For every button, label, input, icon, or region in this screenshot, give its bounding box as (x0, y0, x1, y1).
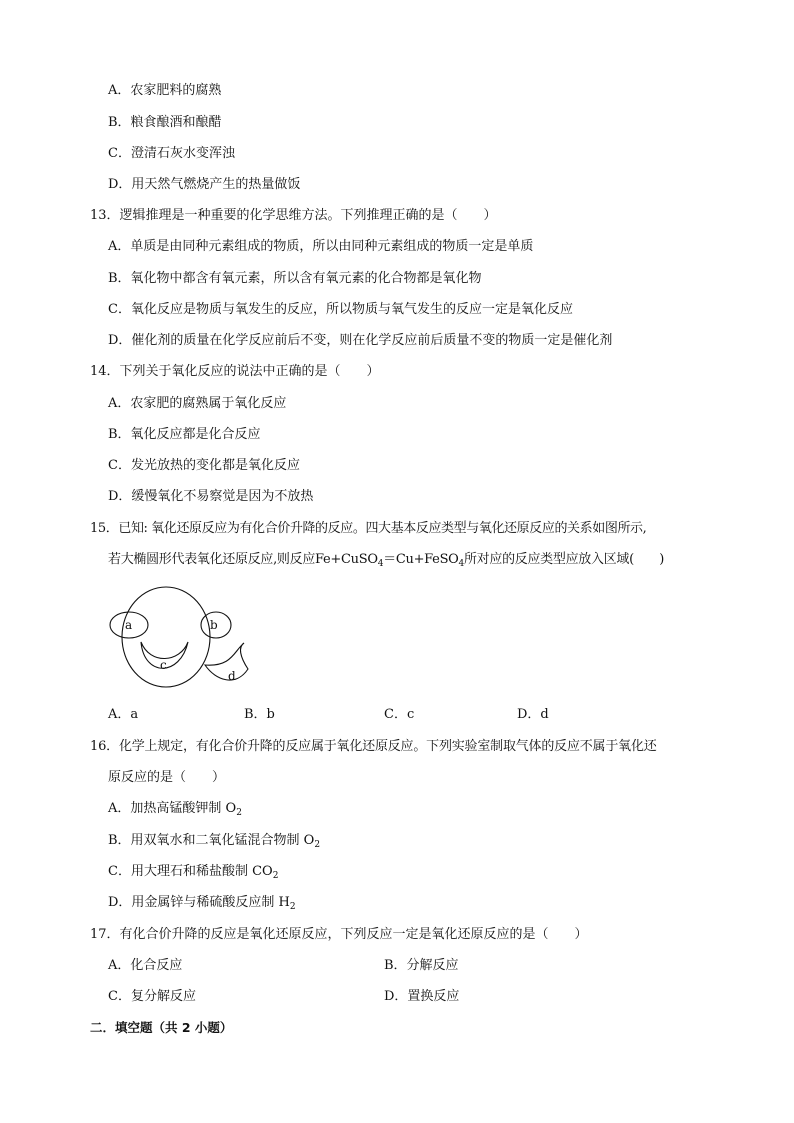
q16-stem-line1: 16．化学上规定，有化合价升降的反应属于氧化还原反应。下列实验室制取气体的反应不属于氧化还 (90, 739, 657, 754)
reaction-type-diagram (108, 585, 258, 700)
q12-option-c: C．澄清石灰水变浑浊 (108, 146, 235, 161)
q12-option-a: A．农家肥料的腐熟 (108, 83, 222, 98)
q14-option-a: A．农家肥的腐熟属于氧化反应 (108, 396, 287, 411)
q16-stem-line2: 原反应的是（ ） (108, 770, 226, 785)
q15-option-c: C．c (384, 707, 415, 722)
q14-option-c: C．发光放热的变化都是氧化反应 (108, 458, 300, 473)
q16-option-d: D．用金属锌与稀硫酸反应制 $H_2$ (108, 895, 296, 912)
q13-option-b: B．氧化物中都含有氧元素，所以含有氧元素的化合物都是氧化物 (108, 271, 482, 286)
q17-option-c: C．复分解反应 (108, 989, 196, 1004)
q17-option-b: B．分解反应 (384, 958, 459, 973)
q14-option-b: B．氧化反应都是化合反应 (108, 427, 261, 442)
q15-option-b: B．b (244, 707, 275, 722)
q15-stem-line1: 15．已知: 氧化还原反应为有化合价升降的反应。四大基本反应类型与氧化还原反应的关系如图所示, (90, 521, 647, 536)
label-a: a (125, 618, 133, 632)
q12-option-b: B．粮食酿酒和酿醋 (108, 115, 222, 130)
q12-option-d: D．用天然气燃烧产生的热量做饭 (108, 177, 301, 192)
q15-option-a: A．a (108, 707, 139, 722)
q16-option-b: B．用双氧水和二氧化锰混合物制 $O_2$ (108, 833, 321, 850)
section-heading-fill-in: 二．填空题（共 2 小题） (90, 1020, 233, 1035)
q14-option-d: D．缓慢氧化不易察觉是因为不放热 (108, 489, 314, 504)
label-b: b (210, 618, 218, 632)
label-c: c (160, 658, 167, 672)
q14-stem: 14．下列关于氧化反应的说法中正确的是（ ） (90, 364, 380, 379)
label-d: d (228, 669, 236, 683)
q17-option-d: D．置换反应 (384, 989, 460, 1004)
q13-option-c: C．氧化反应是物质与氧发生的反应，所以物质与氧气发生的反应一定是氧化反应 (108, 302, 573, 317)
q13-stem: 13．逻辑推理是一种重要的化学思维方法。下列推理正确的是（ ） (90, 208, 497, 223)
q16-option-a: A．加热高锰酸钾制 $O_2$ (108, 801, 242, 818)
q17-stem: 17．有化合价升降的反应是氧化还原反应，下列反应一定是氧化还原反应的是（ ） (90, 927, 588, 942)
q13-option-d: D．催化剂的质量在化学反应前后不变，则在化学反应前后质量不变的物质一定是催化剂 (108, 333, 613, 348)
q15-stem-line2: 若大椭圆形代表氧化还原反应,则反应Fe+CuSO$_4$＝Cu+FeSO$_4$所对应的反应类型应放入区域( ) (108, 552, 665, 569)
q17-option-a: A．化合反应 (108, 958, 183, 973)
q16-option-c: C．用大理石和稀盐酸制 $CO_2$ (108, 864, 279, 881)
region-d-shape (205, 643, 248, 680)
q13-option-a: A．单质是由同种元素组成的物质，所以由同种元素组成的物质一定是单质 (108, 239, 534, 254)
q15-option-d: D．d (517, 707, 549, 722)
